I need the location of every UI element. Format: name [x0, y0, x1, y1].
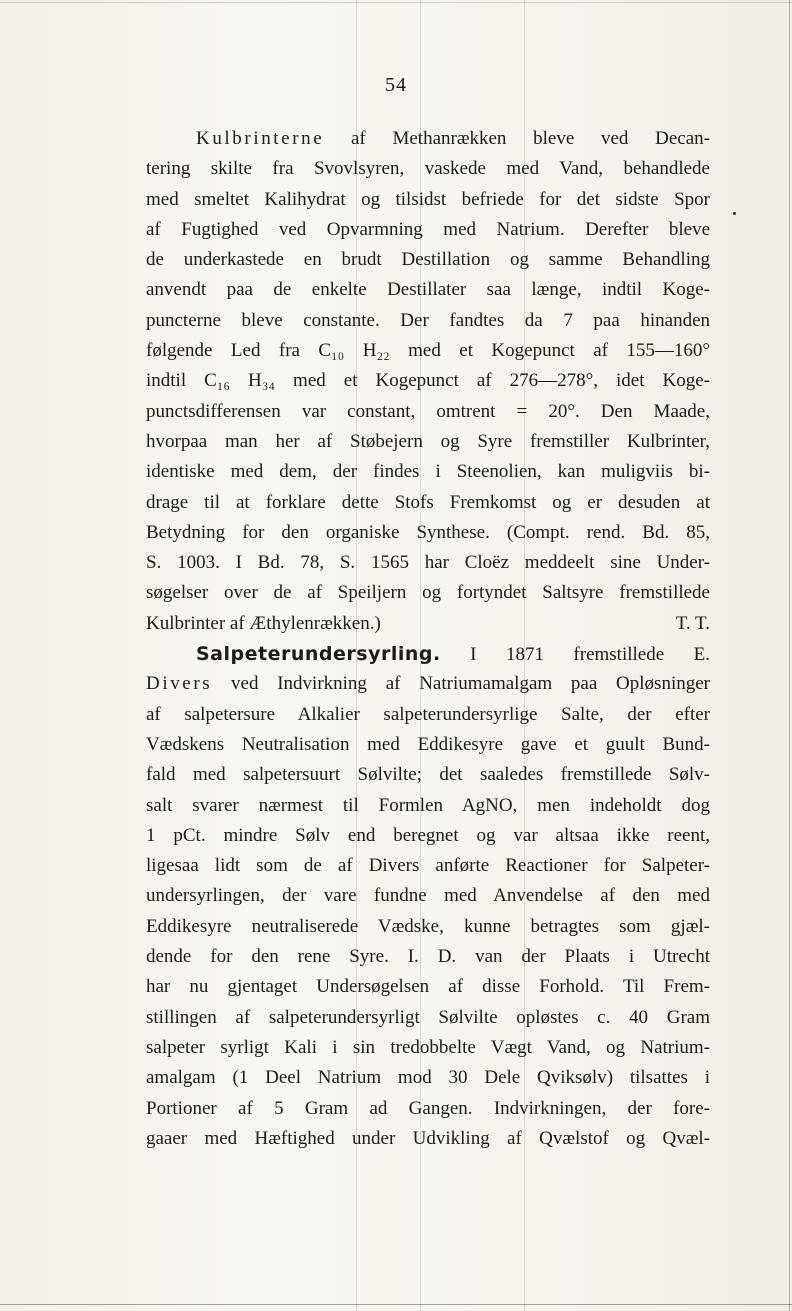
line-text: Portioner af 5 Gram ad Gangen. Indvirkningen, der fore-	[146, 1097, 710, 1119]
text-line	[146, 972, 710, 1002]
closing-line	[146, 609, 710, 639]
text-line	[146, 1003, 710, 1033]
ink-speck	[733, 212, 736, 215]
line-text: af Fugtighed ved Opvarmning med Natrium. Derefter bleve	[146, 218, 710, 240]
text-line	[146, 275, 710, 305]
text-line	[146, 1033, 710, 1063]
line-text: identiske med dem, der findes i Steenolien, kan muligviis bi-	[146, 461, 710, 483]
line-text: gaaer med Hæftighed under Udvikling af Qvælstof og Qvæl-	[146, 1127, 710, 1149]
line-text: hvorpaa man her af Støbejern og Syre fremstiller Kulbrinter,	[146, 430, 710, 452]
text-line	[146, 548, 710, 578]
text-line	[146, 1124, 710, 1154]
spaced-name: Kulbrinterne	[196, 128, 325, 149]
line-text: med smeltet Kalihydrat og tilsidst befriede for det sidste Spor	[146, 188, 710, 210]
closing-text: Kulbrinter af Æthylenrækken.)	[146, 612, 381, 634]
text-line	[146, 154, 710, 184]
page-number: 54	[385, 74, 407, 96]
body-text	[146, 124, 710, 1154]
line-text: Eddikesyre neutraliserede Vædske, kunne betragtes som gjæl-	[146, 915, 710, 937]
text-line	[146, 912, 710, 942]
text-line	[146, 821, 710, 851]
line-text: salpeter syrligt Kali i sin tredobbelte Vægt Vand, og Natrium-	[146, 1036, 710, 1058]
section-heading-line	[146, 639, 710, 669]
line-text: Vædskens Neutralisation med Eddikesyre gave et guult Bund-	[146, 733, 710, 755]
text-line	[146, 1063, 710, 1093]
line-text: søgelser over de af Speiljern og fortyndet Saltsyre fremstillede	[146, 582, 710, 604]
line-text: ved Indvirkning af Natriumamalgam paa Opløsninger	[212, 673, 710, 695]
text-line	[146, 427, 710, 457]
line-text: har nu gjentaget Undersøgelsen af disse Forhold. Til Frem-	[146, 976, 710, 998]
line-text: de underkastede en brudt Destillation og samme Behandling	[146, 249, 710, 271]
text-line	[146, 942, 710, 972]
text-line	[146, 457, 710, 487]
text-line	[146, 791, 710, 821]
page-right-edge	[789, 0, 790, 1311]
paragraph-salpeterundersyrling	[146, 669, 710, 1154]
line-text: af Methanrækken bleve ved Decan-	[324, 128, 710, 149]
line-text: undersyrlingen, der vare fundne med Anvendelse af den med	[146, 885, 710, 907]
text-line	[146, 366, 710, 396]
text-line	[146, 488, 710, 518]
paragraph-kulbrinter	[146, 124, 710, 609]
line-text: følgende Led fra C₁₀ H₂₂ med et Kogepunct af 155—160°	[146, 340, 710, 362]
section-heading: Salpeterundersyrling.	[196, 643, 441, 666]
line-text: tering skilte fra Svovlsyren, vaskede med Vand, behandlede	[146, 158, 710, 180]
line-text: indtil C₁₆ H₃₄ med et Kogepunct af 276—278°, idet Koge-	[146, 370, 710, 392]
text-line	[146, 730, 710, 760]
line-text: salt svarer nærmest til Formlen AgNO, men indeholdt dog	[146, 794, 710, 816]
line-text: fald med salpetersuurt Sølvilte; det saaledes fremstillede Sølv-	[146, 764, 710, 786]
text-line	[146, 124, 710, 154]
text-line	[146, 760, 710, 790]
heading-line-text: I 1871 fremstillede E.	[440, 644, 710, 666]
line-text: 1 pCt. mindre Sølv end beregnet og var altsaa ikke reent,	[146, 824, 710, 846]
line-text: ligesaa lidt som de af Divers anførte Reactioner for Salpeter-	[146, 855, 710, 877]
line-text: S. 1003. I Bd. 78, S. 1565 har Cloëz meddeelt sine Under-	[146, 552, 710, 574]
text-line	[146, 215, 710, 245]
text-line	[146, 700, 710, 730]
line-text: Betydning for den organiske Synthese. (Compt. rend. Bd. 85,	[146, 521, 710, 543]
text-line	[146, 306, 710, 336]
page-bottom-edge	[0, 1304, 792, 1305]
text-line	[146, 851, 710, 881]
line-text: anvendt paa de enkelte Destillater saa længe, indtil Koge-	[146, 279, 710, 301]
text-line	[146, 336, 710, 366]
line-text: punctsdifferensen var constant, omtrent = 20°. Den Maade,	[146, 400, 710, 422]
line-text: af salpetersure Alkalier salpeterundersyrlige Salte, der efter	[146, 703, 710, 725]
line-text: amalgam (1 Deel Natrium mod 30 Dele Qviksølv) tilsattes i	[146, 1067, 710, 1089]
text-line	[146, 397, 710, 427]
line-text: puncterne bleve constante. Der fandtes da 7 paa hinanden	[146, 309, 710, 331]
text-line	[146, 578, 710, 608]
text-line	[146, 245, 710, 275]
text-line	[146, 185, 710, 215]
text-line	[146, 669, 710, 699]
spaced-name: Divers	[146, 673, 213, 695]
text-line	[146, 1094, 710, 1124]
text-line	[146, 518, 710, 548]
line-text: drage til at forklare dette Stofs Fremkomst og er desuden at	[146, 491, 710, 513]
line-text: stillingen af salpeterundersyrligt Sølvilte opløstes c. 40 Gram	[146, 1006, 710, 1028]
line-text: dende for den rene Syre. I. D. van der Plaats i Utrecht	[146, 946, 710, 968]
text-line	[146, 881, 710, 911]
author-signature: T. T.	[675, 612, 710, 634]
page-top-edge	[0, 2, 792, 3]
